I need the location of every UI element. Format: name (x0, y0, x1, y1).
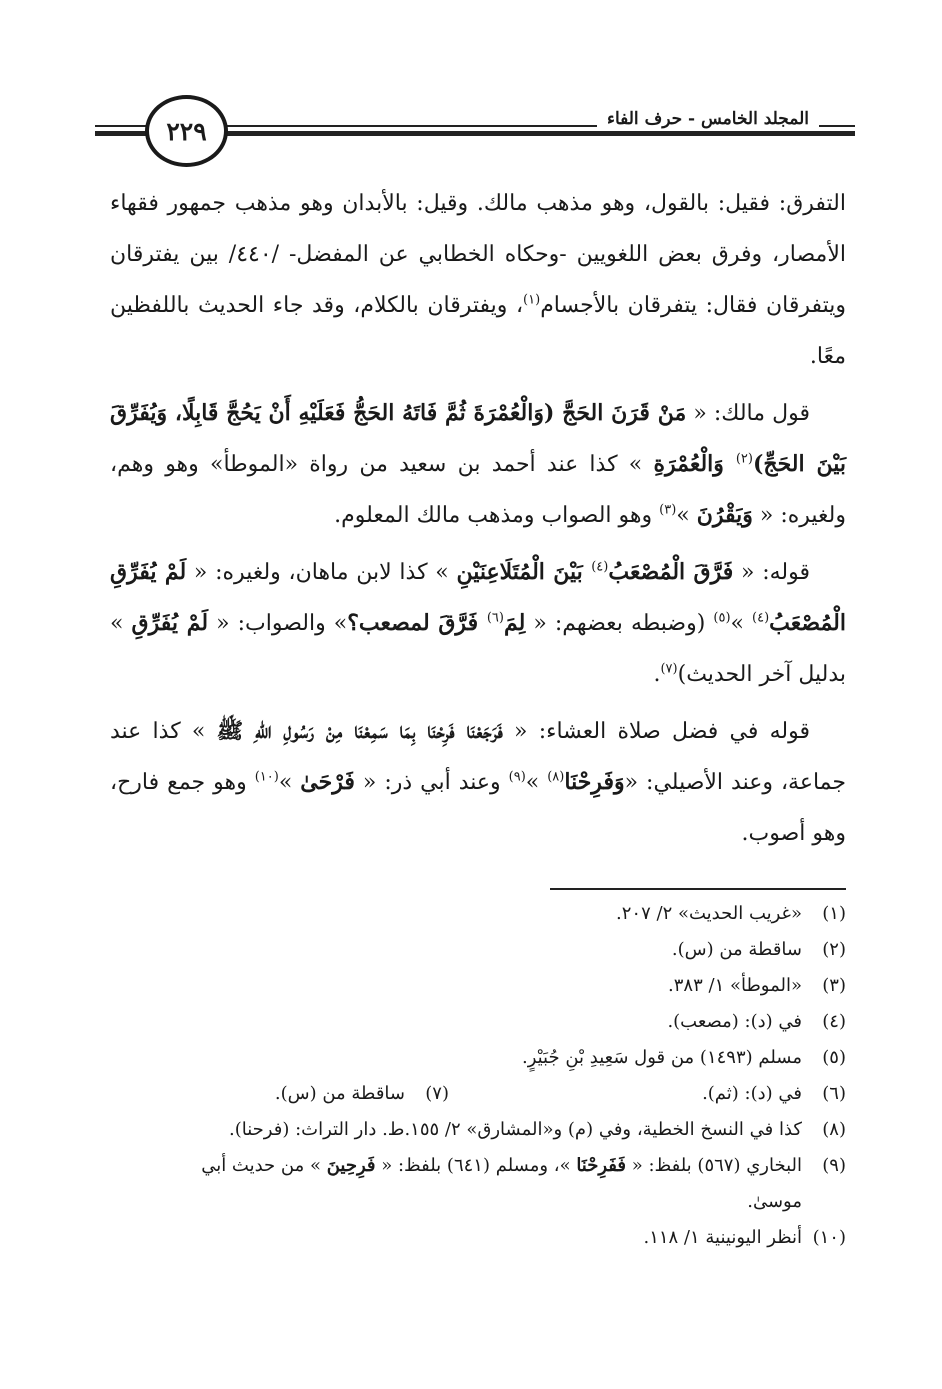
p2-g: وهو الصواب ومذهب مالك المعلوم. (334, 503, 660, 528)
footnote-text: ساقطة من (س). (274, 1083, 405, 1104)
paragraph-4 (110, 706, 846, 859)
p4-e: » (525, 770, 548, 795)
footnote-text: في (د): (ثم). (702, 1083, 802, 1104)
paragraph-3 (110, 547, 846, 700)
footnote-ref-5: (٥) (713, 610, 731, 626)
p2-f: » (676, 503, 697, 528)
footnote-text: أنظر اليونينية ١/ ١١٨. (643, 1227, 802, 1248)
footnote-4 (100, 1004, 846, 1040)
footnote-text: ساقطة من (س). (671, 939, 802, 960)
footnote-number: (٤) (822, 1011, 846, 1032)
footnote-ref-4b: (٤) (752, 610, 770, 626)
p3-quote-4: لَمْ يُفَرِّقِ (131, 610, 209, 636)
footnote-row-6-7 (100, 1076, 846, 1112)
footnote-ref-6: (٦) (486, 610, 504, 626)
p3-quote-cont: بَيْنَ الْمُتَلَاعِنَيْنِ (456, 559, 592, 585)
footnote-5 (100, 1040, 846, 1076)
footnote-number: (١) (822, 903, 846, 924)
p3-m: . (653, 662, 661, 687)
p3-quote: فَرَّقَ الْمُصْعَبُ (608, 559, 734, 585)
footnote-number: (٦) (822, 1083, 846, 1104)
p4-i: وهو جمع فارح، وهو أصوب. (110, 770, 846, 846)
footnote-text: »، ومسلم (٦٤١) بلفظ: « (375, 1155, 577, 1176)
footnote-ref-3: (٣) (659, 502, 677, 518)
footnote-ref-9: (٩) (508, 769, 526, 785)
footnote-8 (100, 1112, 846, 1148)
footnote-text: مسلم (١٤٩٣) من قول سَعِيدِ بْنِ جُبَيْرٍ. (521, 1047, 802, 1068)
footnote-quote: فَرِحِينَ (326, 1155, 376, 1176)
p3-l: » بدليل آخر الحديث) (110, 611, 846, 687)
footnote-ref-10: (١٠) (254, 769, 279, 785)
footnote-ref-8: (٨) (547, 769, 565, 785)
footnote-text: البخاري (٥٦٧) بلفظ: « (626, 1155, 802, 1176)
p2-quote-2: وَيَقْرُنَ (696, 502, 753, 528)
p4-f: وعند أبي ذر: « (354, 770, 509, 795)
p1-tail: ، ويفترقان بالكلام، وقد جاء الحديث باللفظين معًا. (110, 293, 846, 369)
footnote-number: (٥) (822, 1047, 846, 1068)
footnote-9 (100, 1148, 846, 1184)
footnote-text: «غريب الحديث» ٢/ ٢٠٧. (616, 903, 802, 924)
footnotes (100, 896, 846, 1256)
footnote-ref-4: (٤) (591, 559, 609, 575)
p2-d: » كذا عند أحمد بن سعيد من رواة «الموطأ» وهو وهم، ولغيره: « (110, 452, 846, 528)
footnote-ref-7: (٧) (660, 661, 678, 677)
p4-quote: فَرَجَعْنَا فَرِحْنَا بِمَا سَمِعْنَا مِنْ رَسُولِ اللهِ ﷺ (216, 718, 503, 744)
p4-h: » (278, 770, 301, 795)
footnote-text: في (د): (مصعب). (667, 1011, 802, 1032)
main-text (110, 178, 846, 865)
p4-c: » كذا عند جماعة، وعند الأصيلي: « (110, 719, 847, 795)
footnote-7 (100, 1076, 497, 1112)
footnote-separator (550, 888, 846, 890)
paragraph-2 (110, 388, 846, 541)
footnote-ref-1: (١) (523, 292, 541, 308)
p3-f: » (730, 611, 753, 636)
p3-quote-2: لَمْ يُفَرِّقِ الْمُصْعَبُ (110, 559, 846, 636)
footnote-9-continuation: موسىٰ. (747, 1191, 802, 1212)
page-header (95, 95, 855, 165)
footnote-10 (100, 1220, 846, 1256)
page-number: ٢٢٩ (145, 95, 228, 167)
footnote-2 (100, 932, 846, 968)
footnote-number: (٨) (822, 1119, 846, 1140)
p3-quote-3: لِمَ (503, 610, 526, 636)
p4-quote-2: وَفَرِحْنَا (564, 769, 625, 795)
footnote-3 (100, 968, 846, 1004)
p3-a: قوله: « (733, 560, 810, 585)
footnote-number: (٩) (822, 1155, 846, 1176)
footnote-ref-2: (٢) (735, 451, 753, 467)
p1-text: التفرق: فقيل: بالقول، وهو مذهب مالك. وقيل: بالأبدان وهو مذهب جمهور فقهاء الأمصار، وفرق بعض اللغويين -وحكاه الخطابي عن المفضل- /٤٤٠/ بين يفترقان ويتفرقان فقال: يتفرقان بالأجسام (110, 191, 847, 318)
footnote-text: كذا في النسخ الخطية، وفي (م) و«المشارق» ٢/ ١٥٥.ط. دار التراث: (فرحنا). (229, 1119, 802, 1140)
footnote-number: (٢) (822, 939, 846, 960)
p2-quote-cont: وَالْعُمْرَةِ (653, 451, 736, 477)
footnote-1 (100, 896, 846, 932)
footnote-number: (١٠) (812, 1227, 846, 1248)
footnote-number: (٧) (425, 1083, 449, 1104)
footnote-text: «الموطأ» ١/ ٣٨٣. (668, 975, 802, 996)
p3-j: » والصواب: « (208, 611, 348, 636)
p3-g: (وضبطه بعضهم: « (525, 611, 714, 636)
p4-a: قوله في فضل صلاة العشاء: « (502, 719, 810, 744)
paragraph-1 (110, 178, 846, 382)
p2-quote: مَنْ قَرَنَ الحَجَّ (وَالْعُمْرَةَ ثُمَّ فَاتَهُ الحَجُّ فَعَلَيْهِ أَنْ يَحُجَّ قَابِلًا، وَيُفَرِّقَ بَيْنَ الحَجِّ) (110, 400, 846, 477)
running-title: المجلد الخامس - حرف الفاء (597, 109, 819, 129)
footnote-number: (٣) (822, 975, 846, 996)
p4-quote-3: فَرْحَىٰ (300, 769, 355, 795)
p3-d: » كذا لابن ماهان، ولغيره: « (186, 560, 457, 585)
footnote-quote: فَفَرِحْنَا (576, 1155, 626, 1176)
footnote-text: » من حديث أبي (201, 1155, 327, 1176)
p2-a: قول مالك: « (686, 401, 810, 426)
footnote-6 (497, 1076, 846, 1112)
p3-quote-3b: فَرَّقَ لمصعب؟ (347, 610, 487, 636)
